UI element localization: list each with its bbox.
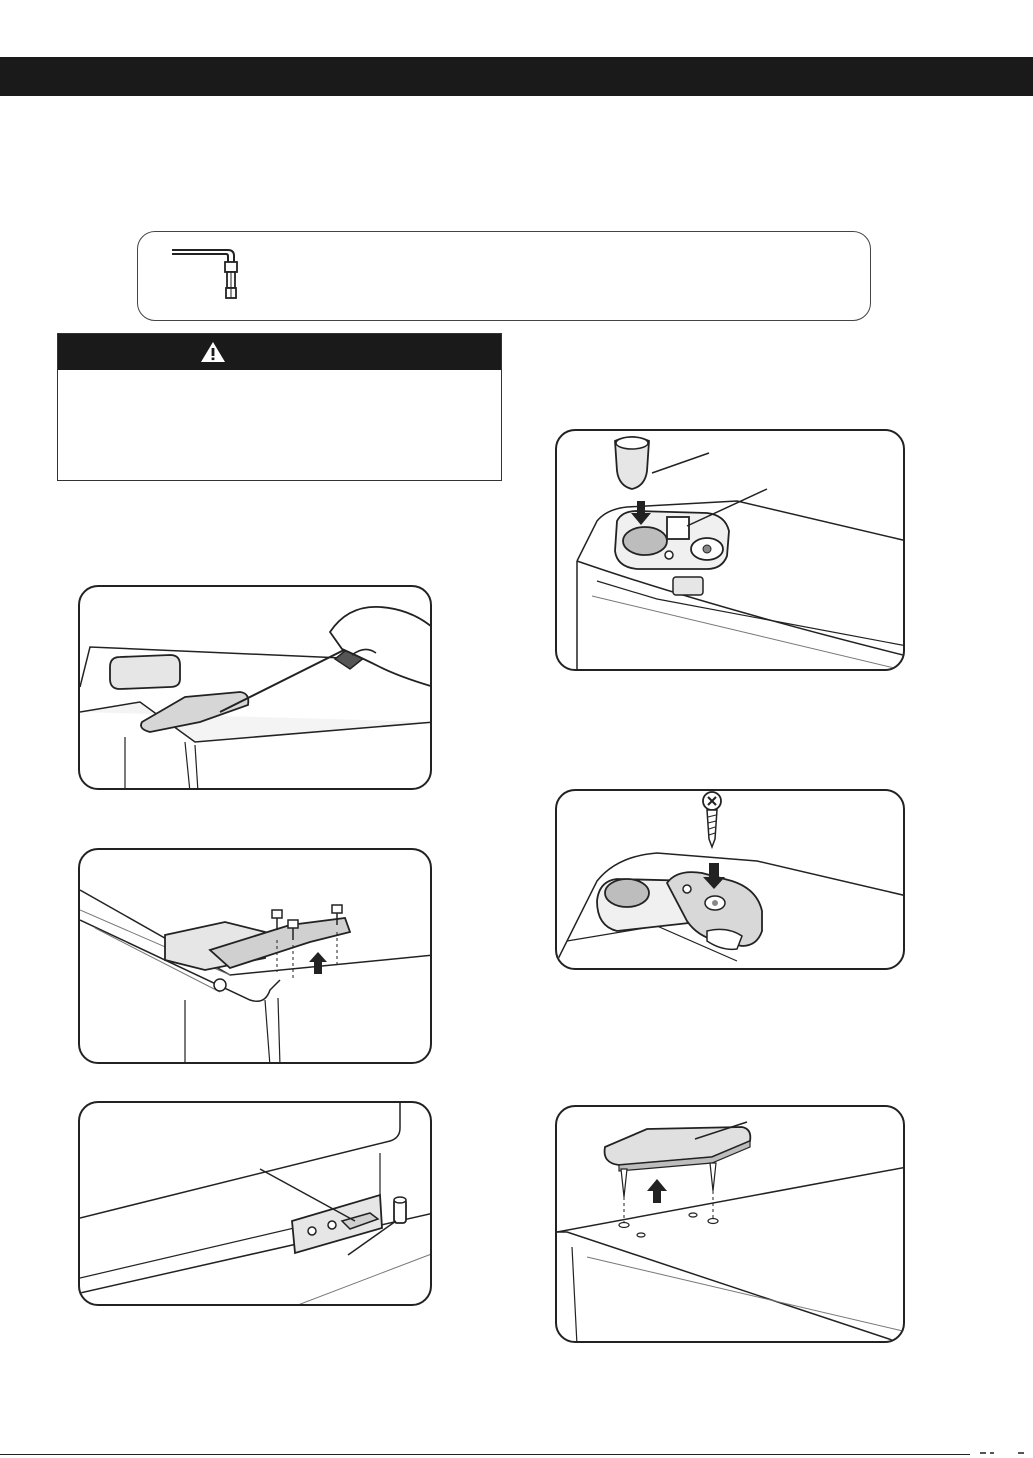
tools-needed-box: [137, 231, 871, 321]
fig-insert-cap: [555, 429, 905, 671]
fig-hinge-pin: [78, 1101, 432, 1306]
fig-attach-hinge-screw: [555, 789, 905, 970]
footer-rule: [0, 1454, 970, 1455]
warning-triangle-icon: [200, 341, 226, 368]
page-number-marks: [978, 1450, 1028, 1456]
fig-remove-hinge-screws: [78, 848, 432, 1064]
fig-remove-hinge-cover: [78, 585, 432, 790]
warning-box: [57, 333, 502, 481]
warning-header: [58, 334, 501, 370]
fig-remove-top-cover: [555, 1105, 905, 1343]
hex-wrench-icon: [170, 240, 240, 307]
page-header-bar: [0, 57, 1033, 96]
